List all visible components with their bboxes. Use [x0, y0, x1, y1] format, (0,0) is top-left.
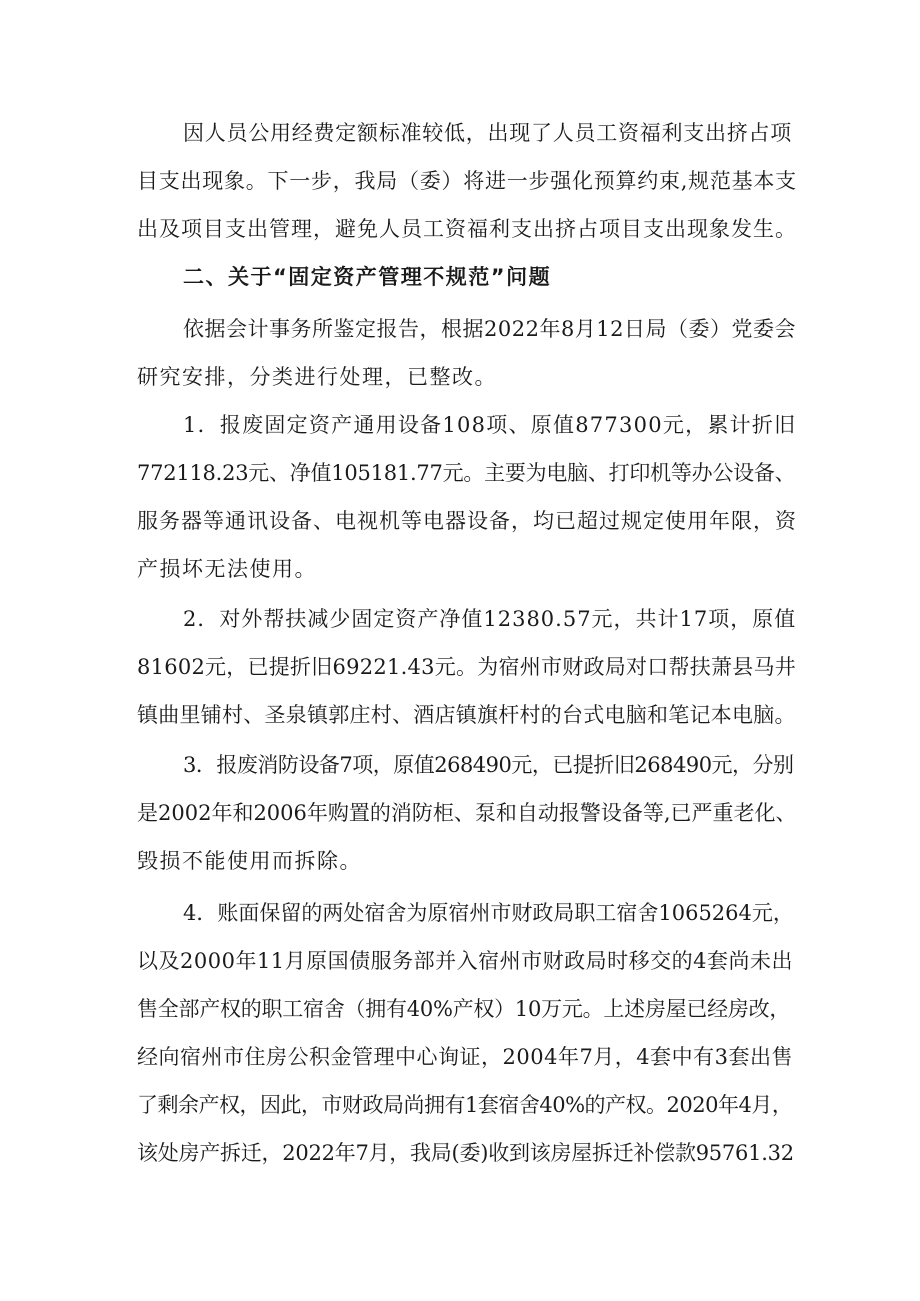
- list-item-line: 1．报废固定资产通用设备108项、原值877300元，累计折旧: [183, 413, 797, 437]
- paragraph-line: 依据会计事务所鉴定报告，根据2022年8月12日局（委）党委会: [183, 317, 797, 341]
- paragraph-line: 81602元，已提折旧69221.43元。为宿州市财政局对口帮扶萧县马井: [137, 655, 797, 679]
- paragraph-line: 出及项目支出管理，避免人员工资福利支出挤占项目支出现象发生。: [137, 217, 797, 241]
- list-item-line: 4．账面保留的两处宿舍为原宿州市财政局职工宿舍1065264元，: [183, 901, 794, 925]
- paragraph-line: 该处房产拆迁，2022年7月，我局(委)收到该房屋拆迁补偿款95761.32: [137, 1141, 794, 1165]
- paragraph-line: 售全部产权的职工宿舍（拥有40%产权）10万元。上述房屋已经房改，: [137, 997, 791, 1021]
- section-heading: 二、关于“固定资产管理不规范”问题: [183, 265, 552, 289]
- paragraph-line: 研究安排，分类进行处理，已整改。: [137, 365, 497, 389]
- list-item-line: 2．对外帮扶减少固定资产净值12380.57元，共计17项，原值: [183, 607, 797, 631]
- paragraph-line: 772118.23元、净值105181.77元。主要为电脑、打印机等办公设备、: [137, 461, 796, 485]
- paragraph-line: 以及2000年11月原国债服务部并入宿州市财政局时移交的4套尚未出: [137, 949, 794, 973]
- paragraph-line: 毁损不能使用而拆除。: [137, 849, 362, 873]
- list-item-line: 3．报废消防设备7项，原值268490元，已提折旧268490元，分别: [183, 753, 794, 777]
- paragraph-line: 服务器等通讯设备、电视机等电器设备，均已超过规定使用年限，资: [137, 509, 797, 533]
- paragraph-line: 是2002年和2006年购置的消防柜、泵和自动报警设备等,已严重老化、: [137, 801, 797, 825]
- paragraph-line: 镇曲里铺村、圣泉镇郭庄村、酒店镇旗杆村的台式电脑和笔记本电脑。: [137, 703, 796, 727]
- paragraph-line: 目支出现象。下一步，我局（委）将进一步强化预算约束,规范基本支: [137, 169, 797, 193]
- paragraph-line: 经向宿州市住房公积金管理中心询证，2004年7月，4套中有3套出售: [137, 1045, 794, 1069]
- paragraph-line: 了剩余产权，因此，市财政局尚拥有1套宿舍40%的产权。2020年4月，: [137, 1093, 793, 1117]
- paragraph-line: 因人员公用经费定额标准较低，出现了人员工资福利支出挤占项: [183, 121, 792, 145]
- paragraph-line: 产损坏无法使用。: [137, 557, 317, 581]
